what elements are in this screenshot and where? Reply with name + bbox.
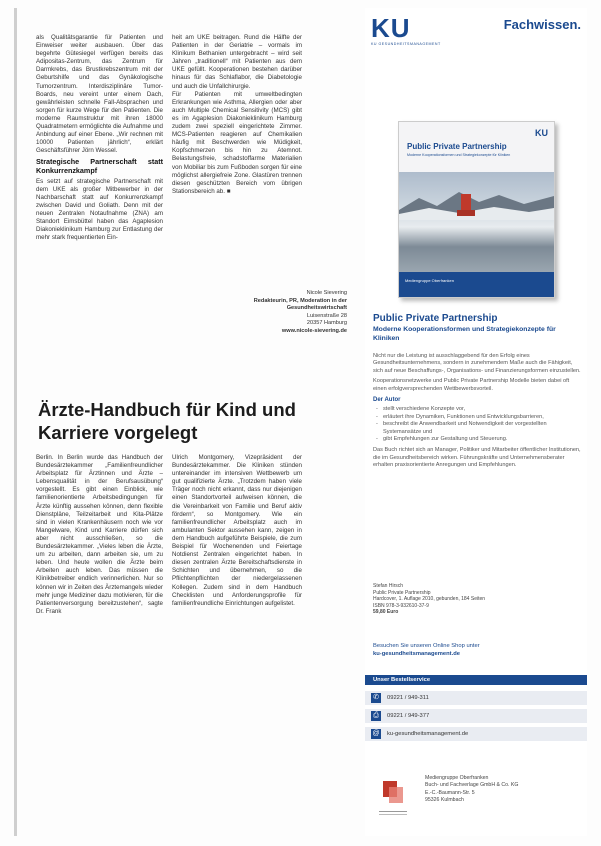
paragraph: als Qualitätsgarantie für Patienten und Einweiser weiter ausbauen. Über das begehrte Gütesiegel verfügen bereits das Adipositas-Zentrum, das Zentrum für Darmkrebs, das Brustkrebszentrum mit der Geburtshilfe und das Gynäkologische Tumorzentrum. Interdisziplinäre Tumor-Boards, neu vereint unter einem Dach, gewährleisten schnelle Fall-Absprachen und sorgen für kurze Wege für den Patienten. Die moderne Raumstruktur mit ihren 18000 Quadratmetern ermöglichte die Aufnahme und Anbindung auf einer Ebene. „Wir rechnen mit 10000 Patienten jährlich“, erklärt Geschäftsführer Jörn Wessel.	[36, 34, 163, 155]
paragraph: Berlin. In Berlin wurde das Handbuch der Bundesärztekammer „Familienfreundlicher Arbeitsplatz für Ärztinnen und Ärzte – Lebensqualität in der Berufsausübung“ vorgestellt. Es gibt einen Einblick, wie familienorientierte Arbeitsbedingungen für Ärzte künftig aussehen können, denn flexible Dienstpläne, Teilzeitarbeit und Kita-Plätze sind in vielen Krankenhäusern noch wie vor Mangelware, Kind und Karriere dürfen sich aber nicht ausschließen, so die Bundesärztekammer. „Vieles leben die Ärzte, um zu arbeiten, dann arbeiten sie, um zu leben. Und heute wollen die Ärzte beim Arbeiten auch leben. Das müssen die Klinikbetreiber endlich verinnerlichen. Nur so können wir in Zeiten des Ärztemangels wieder mehr junge Mediziner dazu motivieren, für die Patientenversorgung bereitzustehen“, sagte Dr. Frank	[36, 454, 163, 615]
shop-info	[373, 642, 583, 658]
ad-description	[373, 353, 581, 473]
subheading: Strategische Partnerschaft statt Konkurrenzkampf	[36, 157, 163, 175]
author-city: 20357 Hamburg	[306, 320, 347, 327]
author-street: Luisenstraße 28	[306, 312, 347, 319]
paragraph: Ulrich Montgomery, Vizepräsident der Bundesärztekammer. Die Kliniken stünden untereinander im intensiven Wettbewerb um gut qualifizierte Ärzte. „Trotzdem haben viele Träger noch nicht erkannt, dass nur diejenigen einen Standortvorteil aufweisen können, die die Vereinbarkeit von Familie und Beruf aktiv fördern“, so Montgomery. Wie ein familienfreundlicher Arbeitsplatz auch im ambulanten Sektor aussehen kann, zeigen in dem Handbuch aufgeführte Beispiele, die zum Beispiel für Wochenenden und Feiertage Notdienst Zentralen eingerichtet haben. In diesen zentralen Ärzte Bereitschaftsdienste in Schichten und übernehmen, so die Pflichtenpflichten der niedergelassenen Kollegen. Zudem sind in dem Handbuch Checklisten und Anforderungsprofile für familienfreundliche Einrichtungen aufgelistet.	[172, 454, 302, 607]
book-bottom-band	[399, 272, 554, 297]
author-role: Redakteurin, PR, Moderation in der Gesundheitswirtschaft	[253, 297, 347, 312]
article-headline: Ärzte-Handbuch für Kind und Karriere vorgelegt	[38, 399, 296, 443]
article-body-column-1	[36, 454, 163, 616]
publisher-logo-icon	[379, 779, 407, 821]
book-cover-image	[398, 121, 555, 298]
book-details	[373, 583, 573, 616]
book-isbn: ISBN 978-3-932610-37-9	[373, 602, 429, 609]
book-author: Stefan Hirsch	[373, 583, 404, 589]
book-advertisement	[365, 8, 587, 836]
paragraph: Nicht nur die Leistung ist ausschlaggebend für den Erfolg eines Gesundheitsunternehmens, sondern in zunehmendem Maße auch die Fähigkeit, sich auf neue Beschaffungs-, Organisations- und Finanzierungsformen einzustellen.	[373, 353, 581, 374]
tagline: Fachwissen.	[503, 17, 581, 32]
feature-list	[373, 406, 581, 443]
book-meta-title: Public Private Partnership	[373, 589, 431, 596]
phone-number[interactable]: 09221 / 949-311	[387, 695, 429, 701]
book-photo-landscape	[399, 180, 554, 220]
paragraph: Es setzt auf strategische Partnerschaft mit dem UKE als großer Mitbewerber in der Nachbarschaft statt auf Konkurrenzkampf zwischen David und Goliath. Denn mit der neuen Zentralen Notaufnahme (ZNA) am Standort Eimsbüttel haben das Agaplesion Diakonieklinikum Hamburg zur Entlastung der mehr stark frequentierten Ein-	[36, 177, 163, 242]
mail-icon: @	[372, 730, 380, 737]
paragraph: Das Buch richtet sich an Manager, Politiker und Mitarbeiter öffentlicher Institutionen, die im Gesundheitsbereich wirken. Führungskräfte und Unternehmensberater erhalten praxisorientierte Anregungen und Empfehlungen.	[373, 447, 581, 469]
list-item: - stellt verschiedene Konzepte vor,	[379, 406, 581, 413]
address-line: Buch- und Fachverlage GmbH & Co. KG	[425, 782, 519, 789]
logo-text: KU	[371, 13, 411, 43]
paragraph: heit am UKE beitragen. Rund die Hälfte der Patienten in der Geriatrie – vormals im Klinikum Bethanien untergebracht – wird seit Jahren „traditionell“ mit Patienten aus dem UKE gefüllt. Kooperationen bestehen darüber hinaus für das Schlaflabor, die Diabetologie und auch die Unfallchirurgie.	[172, 34, 302, 90]
ku-logo	[371, 14, 441, 44]
publisher-address	[425, 775, 585, 805]
service-row-fax	[365, 709, 587, 723]
article-body-column-2	[172, 454, 302, 608]
ad-title: Public Private Partnership	[373, 313, 498, 324]
page-fold	[14, 8, 17, 836]
book-publisher: Mediengruppe Oberfranken	[405, 278, 454, 283]
shop-link[interactable]: ku-gesundheitsmanagement.de	[373, 651, 460, 657]
address-line: 95326 Kulmbach	[425, 797, 464, 804]
service-header: Unser Bestellservice	[365, 675, 587, 685]
paragraph: Für Patienten mit umweltbedingten Erkrankungen wie Asthma, Allergien oder aber auch Multiple Chemical Sensitivity (MCS) gibt es im Agaplesion Diakonieklinikum Hamburg zudem zwei speziell eingerichtete Zimmer. MCS-Patienten reagieren auf Chemikalien häufig mit Beschwerden wie Müdigkeit, Kopfschmerzen bis hin zu Atemnot. Belastungsfreie, schadstoffarme Materialien von Mobiliar bis zum Fußboden sorgen für eine möglichst allergiefreie Zone. Glastüren trennen diesen geschützten Bereich vom übrigen Stationsbereich ab. ■	[172, 90, 302, 195]
address-line: E.-C.-Baumann-Str. 5	[425, 789, 475, 796]
book-subtitle: Moderne Kooperationsformen und Strategiekonzepte für Kliniken	[407, 153, 511, 157]
logo-subtext: KU GESUNDHEITSMANAGEMENT	[371, 42, 441, 46]
paragraph: Kooperationsnetzwerke und Public Private Partnership Modelle bieten dabei oft einen erfolgversprechenden Wettbewerbsvorteil.	[373, 378, 570, 392]
book-price: 59,80 Euro	[373, 609, 399, 616]
book-edition: Hardcover, 1. Auflage 2010, gebunden, 184 Seiten	[373, 596, 486, 603]
author-name: Nicole Sievering	[306, 290, 347, 296]
list-item: - gibt Empfehlungen zur Gestaltung und Steuerung.	[379, 436, 581, 443]
book-title: Public Private Partnership	[407, 142, 507, 151]
list-item: - beschreibt die Anwendbarkeit und Notwendigkeit der vorgestellten Systemansätze und	[379, 421, 581, 436]
author-signature	[215, 290, 347, 336]
address-line: Mediengruppe Oberfranken	[425, 775, 489, 781]
mail-address[interactable]: ku-gesundheitsmanagement.de	[387, 731, 469, 737]
list-item: - erläutert ihre Dynamiken, Funktionen und Entwicklungsbarrieren,	[379, 414, 581, 421]
article-column-1	[36, 34, 163, 242]
article-column-2	[172, 34, 302, 196]
fax-number[interactable]: 09221 / 949-377	[387, 713, 430, 719]
autor-heading: Der Autor	[373, 397, 401, 404]
service-row-phone	[365, 691, 587, 705]
book-logo: KU	[535, 128, 548, 138]
ad-subtitle: Moderne Kooperationsformen und Strategiekonzepte für Kliniken	[373, 326, 556, 342]
shop-text: Besuchen Sie unseren Online Shop unter	[373, 643, 480, 649]
phone-icon: ✆	[371, 693, 381, 703]
author-web: www.nicole-sievering.de	[281, 327, 347, 334]
fax-icon: ⎙	[371, 711, 381, 721]
service-row-mail	[365, 727, 587, 741]
